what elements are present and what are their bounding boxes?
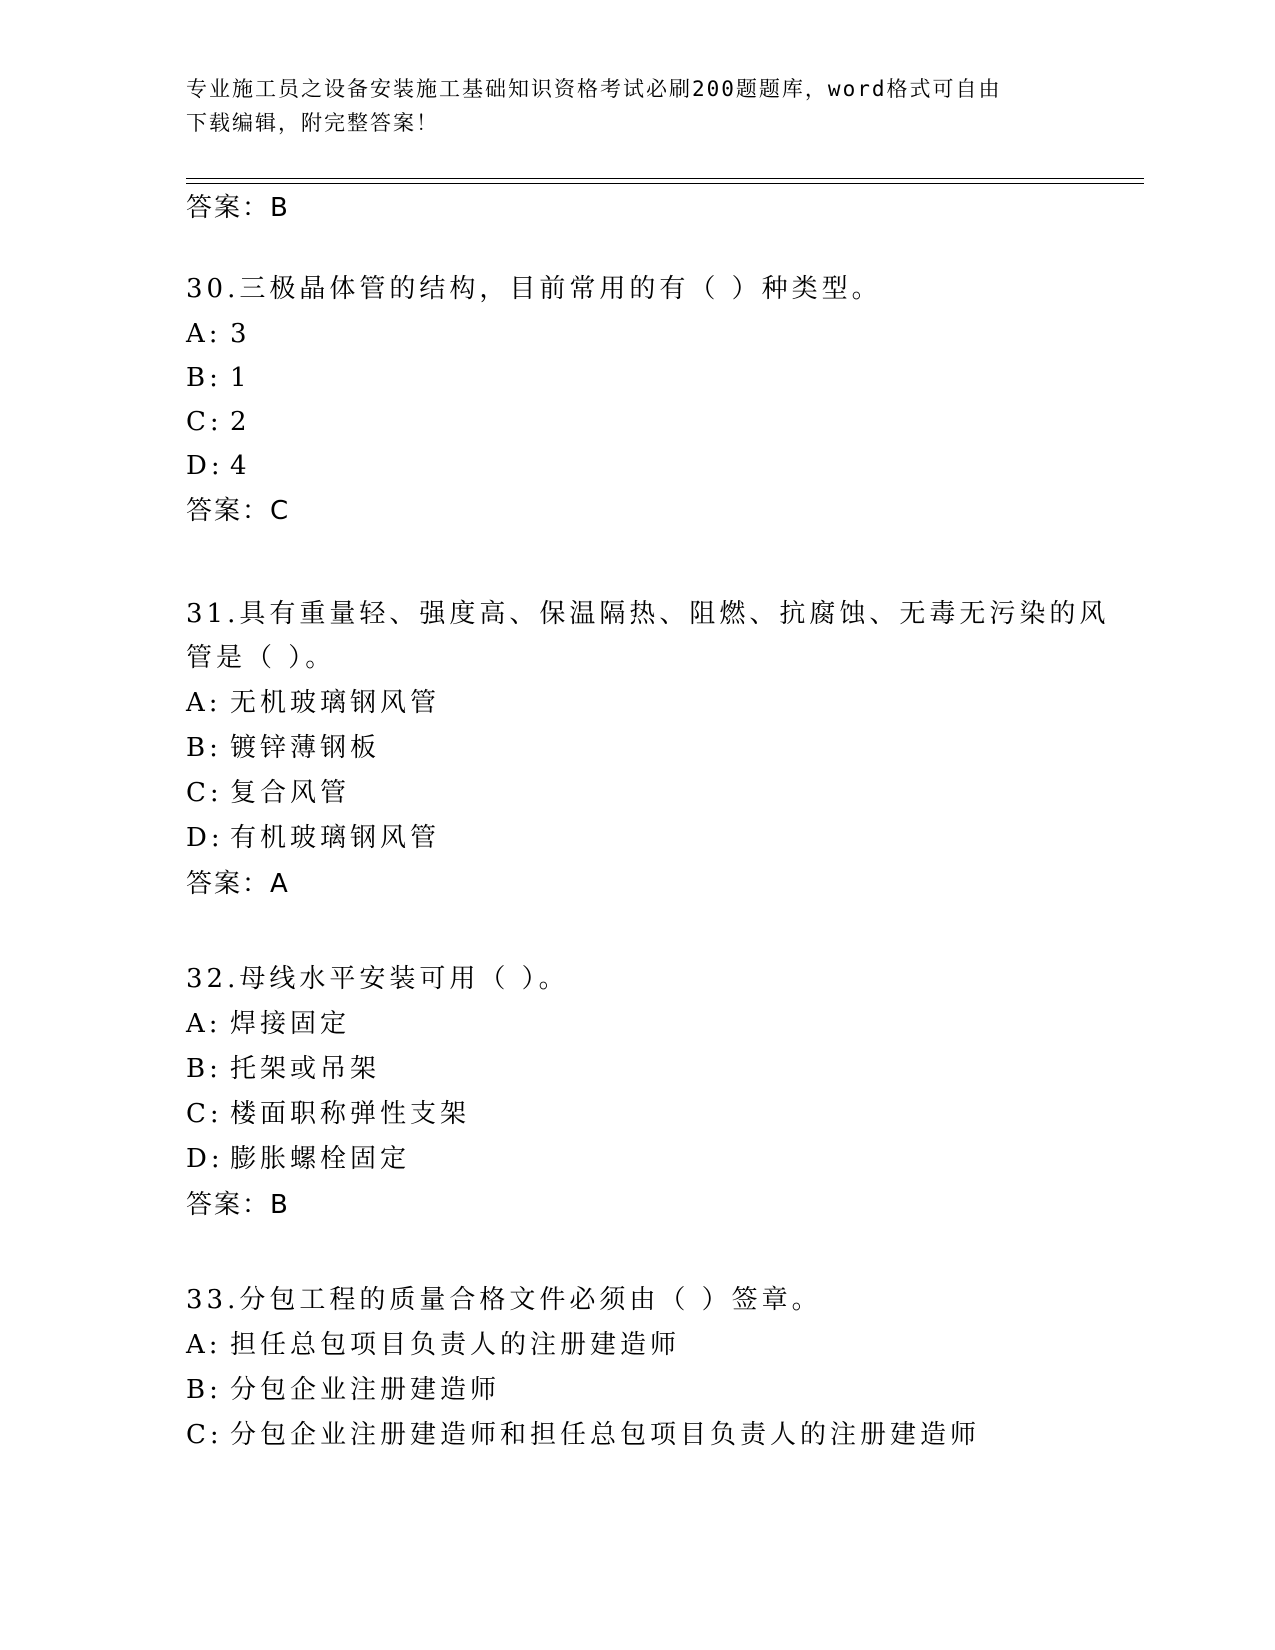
- question-31-option-c: [186, 776, 350, 810]
- option-text: 托架或吊架: [230, 1054, 381, 1084]
- option-text: 有机玻璃钢风管: [230, 823, 441, 853]
- option-text: 分包企业注册建造师和担任总包项目负责人的注册建造师: [230, 1420, 981, 1450]
- option-text: 担任总包项目负责人的注册建造师: [230, 1330, 681, 1360]
- question-32-option-c: [186, 1097, 470, 1131]
- option-letter: C:: [186, 407, 223, 437]
- option-letter: A:: [186, 1330, 222, 1360]
- question-32-stem: 32.母线水平安装可用（ ）。: [186, 964, 569, 994]
- option-text: 2: [230, 407, 251, 437]
- question-30-stem: 30.三极晶体管的结构，目前常用的有（ ）种类型。: [186, 274, 882, 304]
- question-32-option-b: [186, 1052, 380, 1086]
- header-rule-bottom: [186, 183, 1144, 184]
- option-letter: C:: [186, 1420, 223, 1450]
- option-letter: B:: [186, 1054, 222, 1084]
- document-header: [186, 72, 1086, 140]
- question-30-answer: 答案：C: [186, 496, 291, 526]
- option-letter: B:: [186, 1375, 222, 1405]
- option-letter: B:: [186, 363, 222, 393]
- question-32-answer: 答案：B: [186, 1190, 290, 1220]
- option-letter: A:: [186, 319, 222, 349]
- header-rule-top: [186, 178, 1144, 179]
- question-33-option-a: [186, 1328, 680, 1362]
- option-text: 分包企业注册建造师: [230, 1375, 501, 1405]
- option-letter: A:: [186, 1009, 222, 1039]
- answer-previous: 答案：B: [186, 193, 290, 223]
- question-30-option-b: [186, 361, 251, 395]
- question-32-option-a: [186, 1007, 350, 1041]
- question-30-option-d: [186, 449, 251, 483]
- option-text: 焊接固定: [230, 1009, 351, 1039]
- question-31-option-d: [186, 821, 440, 855]
- option-text: 1: [230, 363, 251, 393]
- question-33-option-b: [186, 1373, 500, 1407]
- question-30-option-c: [186, 405, 251, 439]
- option-text: 3: [230, 319, 251, 349]
- option-letter: D:: [186, 823, 224, 853]
- option-letter: D:: [186, 1144, 224, 1174]
- question-31-stem-line-1: 31.具有重量轻、强度高、保温隔热、阻燃、抗腐蚀、无毒无污染的风: [186, 599, 1110, 629]
- option-text: 4: [230, 451, 251, 481]
- option-text: 复合风管: [230, 778, 351, 808]
- header-line-1: 专业施工员之设备安装施工基础知识资格考试必刷200题题库，word格式可自由: [186, 77, 1002, 101]
- header-line-2: 下载编辑，附完整答案！: [186, 111, 439, 135]
- question-33-stem: 33.分包工程的质量合格文件必须由（ ）签章。: [186, 1285, 822, 1315]
- question-30-option-a: [186, 317, 251, 351]
- option-letter: C:: [186, 778, 223, 808]
- question-33-option-c: [186, 1418, 980, 1452]
- option-text: 楼面职称弹性支架: [230, 1099, 471, 1129]
- option-text: 无机玻璃钢风管: [230, 688, 441, 718]
- question-31-stem-line-2: 管是（ ）。: [186, 643, 336, 673]
- question-32-option-d: [186, 1142, 410, 1176]
- option-text: 镀锌薄钢板: [230, 733, 381, 763]
- option-letter: C:: [186, 1099, 223, 1129]
- option-letter: D:: [186, 451, 224, 481]
- option-letter: A:: [186, 688, 222, 718]
- question-31-option-b: [186, 731, 380, 765]
- option-letter: B:: [186, 733, 222, 763]
- option-text: 膨胀螺栓固定: [230, 1144, 411, 1174]
- question-31-option-a: [186, 686, 440, 720]
- question-31-answer: 答案：A: [186, 869, 290, 899]
